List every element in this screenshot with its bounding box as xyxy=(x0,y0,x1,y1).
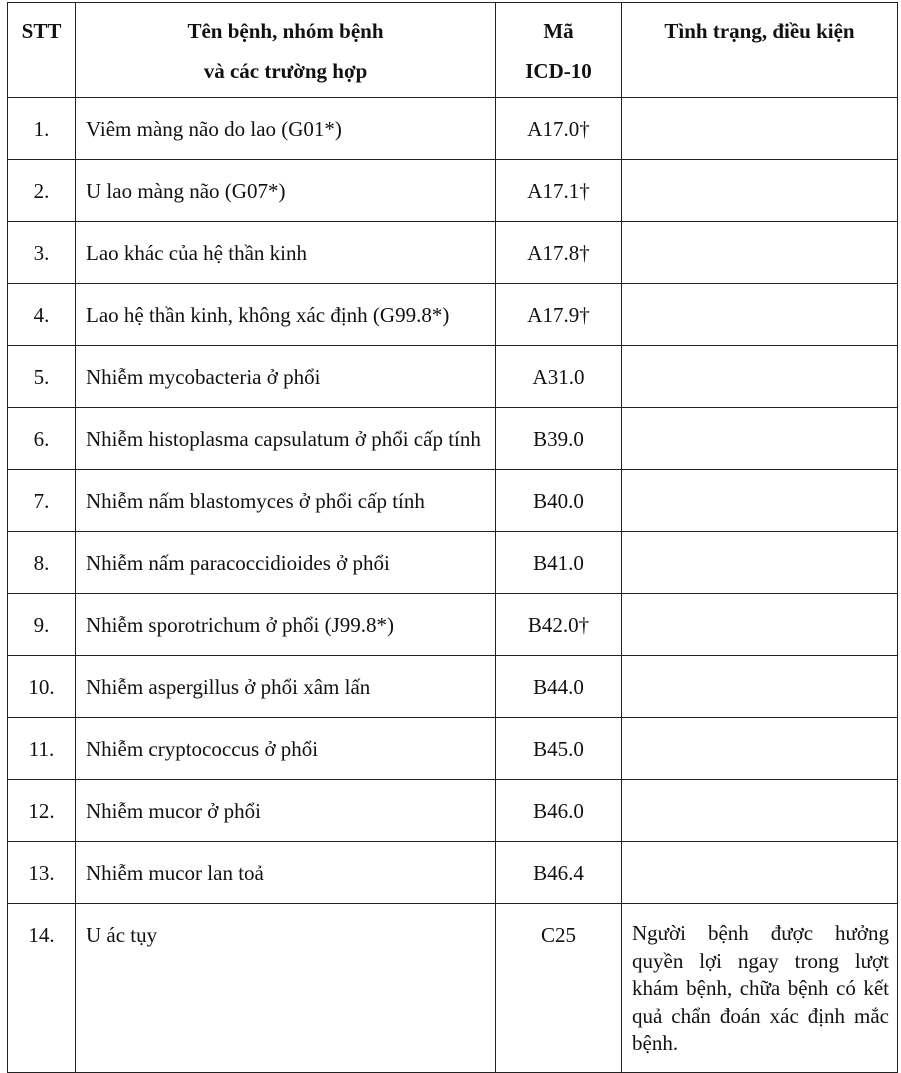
row-icd-code: B44.0 xyxy=(496,656,622,718)
table-row xyxy=(8,222,898,284)
row-icd-code: B39.0 xyxy=(496,408,622,470)
table-row xyxy=(8,284,898,346)
row-icd-code: B46.0 xyxy=(496,780,622,842)
row-icd-code: A17.9† xyxy=(496,284,622,346)
header-disease-name xyxy=(76,3,496,98)
row-stt: 11. xyxy=(8,718,76,780)
table-row xyxy=(8,656,898,718)
row-disease-name: Nhiễm sporotrichum ở phổi (J99.8*) xyxy=(76,594,496,656)
table-row xyxy=(8,532,898,594)
row-disease-name: Nhiễm mucor ở phổi xyxy=(76,780,496,842)
header-icd-code xyxy=(496,3,622,98)
row-icd-code: B40.0 xyxy=(496,470,622,532)
row-status xyxy=(622,284,898,346)
header-status: Tình trạng, điều kiện xyxy=(622,3,898,98)
row-status xyxy=(622,346,898,408)
table-row xyxy=(8,346,898,408)
table-row xyxy=(8,904,898,1073)
row-icd-code: C25 xyxy=(496,904,622,1073)
row-disease-name: Nhiễm histoplasma capsulatum ở phổi cấp tính xyxy=(76,408,496,470)
row-icd-code: A17.0† xyxy=(496,98,622,160)
row-status xyxy=(622,532,898,594)
row-stt: 14. xyxy=(8,904,76,1073)
table-row xyxy=(8,594,898,656)
header-name-line1: Tên bệnh, nhóm bệnh xyxy=(187,19,384,43)
table-row xyxy=(8,408,898,470)
row-stt: 13. xyxy=(8,842,76,904)
row-disease-name: Lao hệ thần kinh, không xác định (G99.8*) xyxy=(76,284,496,346)
table-row xyxy=(8,842,898,904)
row-stt: 3. xyxy=(8,222,76,284)
row-status xyxy=(622,408,898,470)
row-stt: 12. xyxy=(8,780,76,842)
table-header-row xyxy=(8,3,898,98)
row-status xyxy=(622,842,898,904)
row-icd-code: A17.8† xyxy=(496,222,622,284)
row-stt: 1. xyxy=(8,98,76,160)
row-stt: 9. xyxy=(8,594,76,656)
table-row xyxy=(8,98,898,160)
row-disease-name: Nhiễm cryptococcus ở phổi xyxy=(76,718,496,780)
row-stt: 6. xyxy=(8,408,76,470)
row-status xyxy=(622,780,898,842)
row-stt: 7. xyxy=(8,470,76,532)
row-status xyxy=(622,98,898,160)
row-disease-name: Nhiễm nấm blastomyces ở phổi cấp tính xyxy=(76,470,496,532)
row-icd-code: B41.0 xyxy=(496,532,622,594)
table-row xyxy=(8,718,898,780)
row-status xyxy=(622,656,898,718)
row-disease-name: Nhiễm mycobacteria ở phổi xyxy=(76,346,496,408)
row-icd-code: B46.4 xyxy=(496,842,622,904)
header-code-line1: Mã xyxy=(543,19,574,43)
row-icd-code: B42.0† xyxy=(496,594,622,656)
row-disease-name: U ác tụy xyxy=(76,904,496,1073)
row-disease-name: Viêm màng não do lao (G01*) xyxy=(76,98,496,160)
row-status xyxy=(622,718,898,780)
row-icd-code: A31.0 xyxy=(496,346,622,408)
table-row xyxy=(8,780,898,842)
row-disease-name: Nhiễm aspergillus ở phổi xâm lấn xyxy=(76,656,496,718)
row-status xyxy=(622,470,898,532)
row-disease-name: U lao màng não (G07*) xyxy=(76,160,496,222)
header-stt: STT xyxy=(8,3,76,98)
row-disease-name: Nhiễm nấm paracoccidioides ở phổi xyxy=(76,532,496,594)
row-stt: 5. xyxy=(8,346,76,408)
table-row xyxy=(8,160,898,222)
row-stt: 2. xyxy=(8,160,76,222)
row-stt: 8. xyxy=(8,532,76,594)
disease-table xyxy=(7,2,898,1073)
row-status xyxy=(622,594,898,656)
row-disease-name: Lao khác của hệ thần kinh xyxy=(76,222,496,284)
table-row xyxy=(8,470,898,532)
row-stt: 4. xyxy=(8,284,76,346)
row-stt: 10. xyxy=(8,656,76,718)
row-disease-name: Nhiễm mucor lan toả xyxy=(76,842,496,904)
row-status xyxy=(622,222,898,284)
row-icd-code: A17.1† xyxy=(496,160,622,222)
header-name-line2: và các trường hợp xyxy=(203,59,368,83)
header-code-line2: ICD-10 xyxy=(525,59,592,83)
row-status: Người bệnh được hưởng quyền lợi ngay trong lượt khám bệnh, chữa bệnh có kết quả chẩn đoán xác định mắc bệnh. xyxy=(622,904,898,1073)
row-icd-code: B45.0 xyxy=(496,718,622,780)
row-status xyxy=(622,160,898,222)
